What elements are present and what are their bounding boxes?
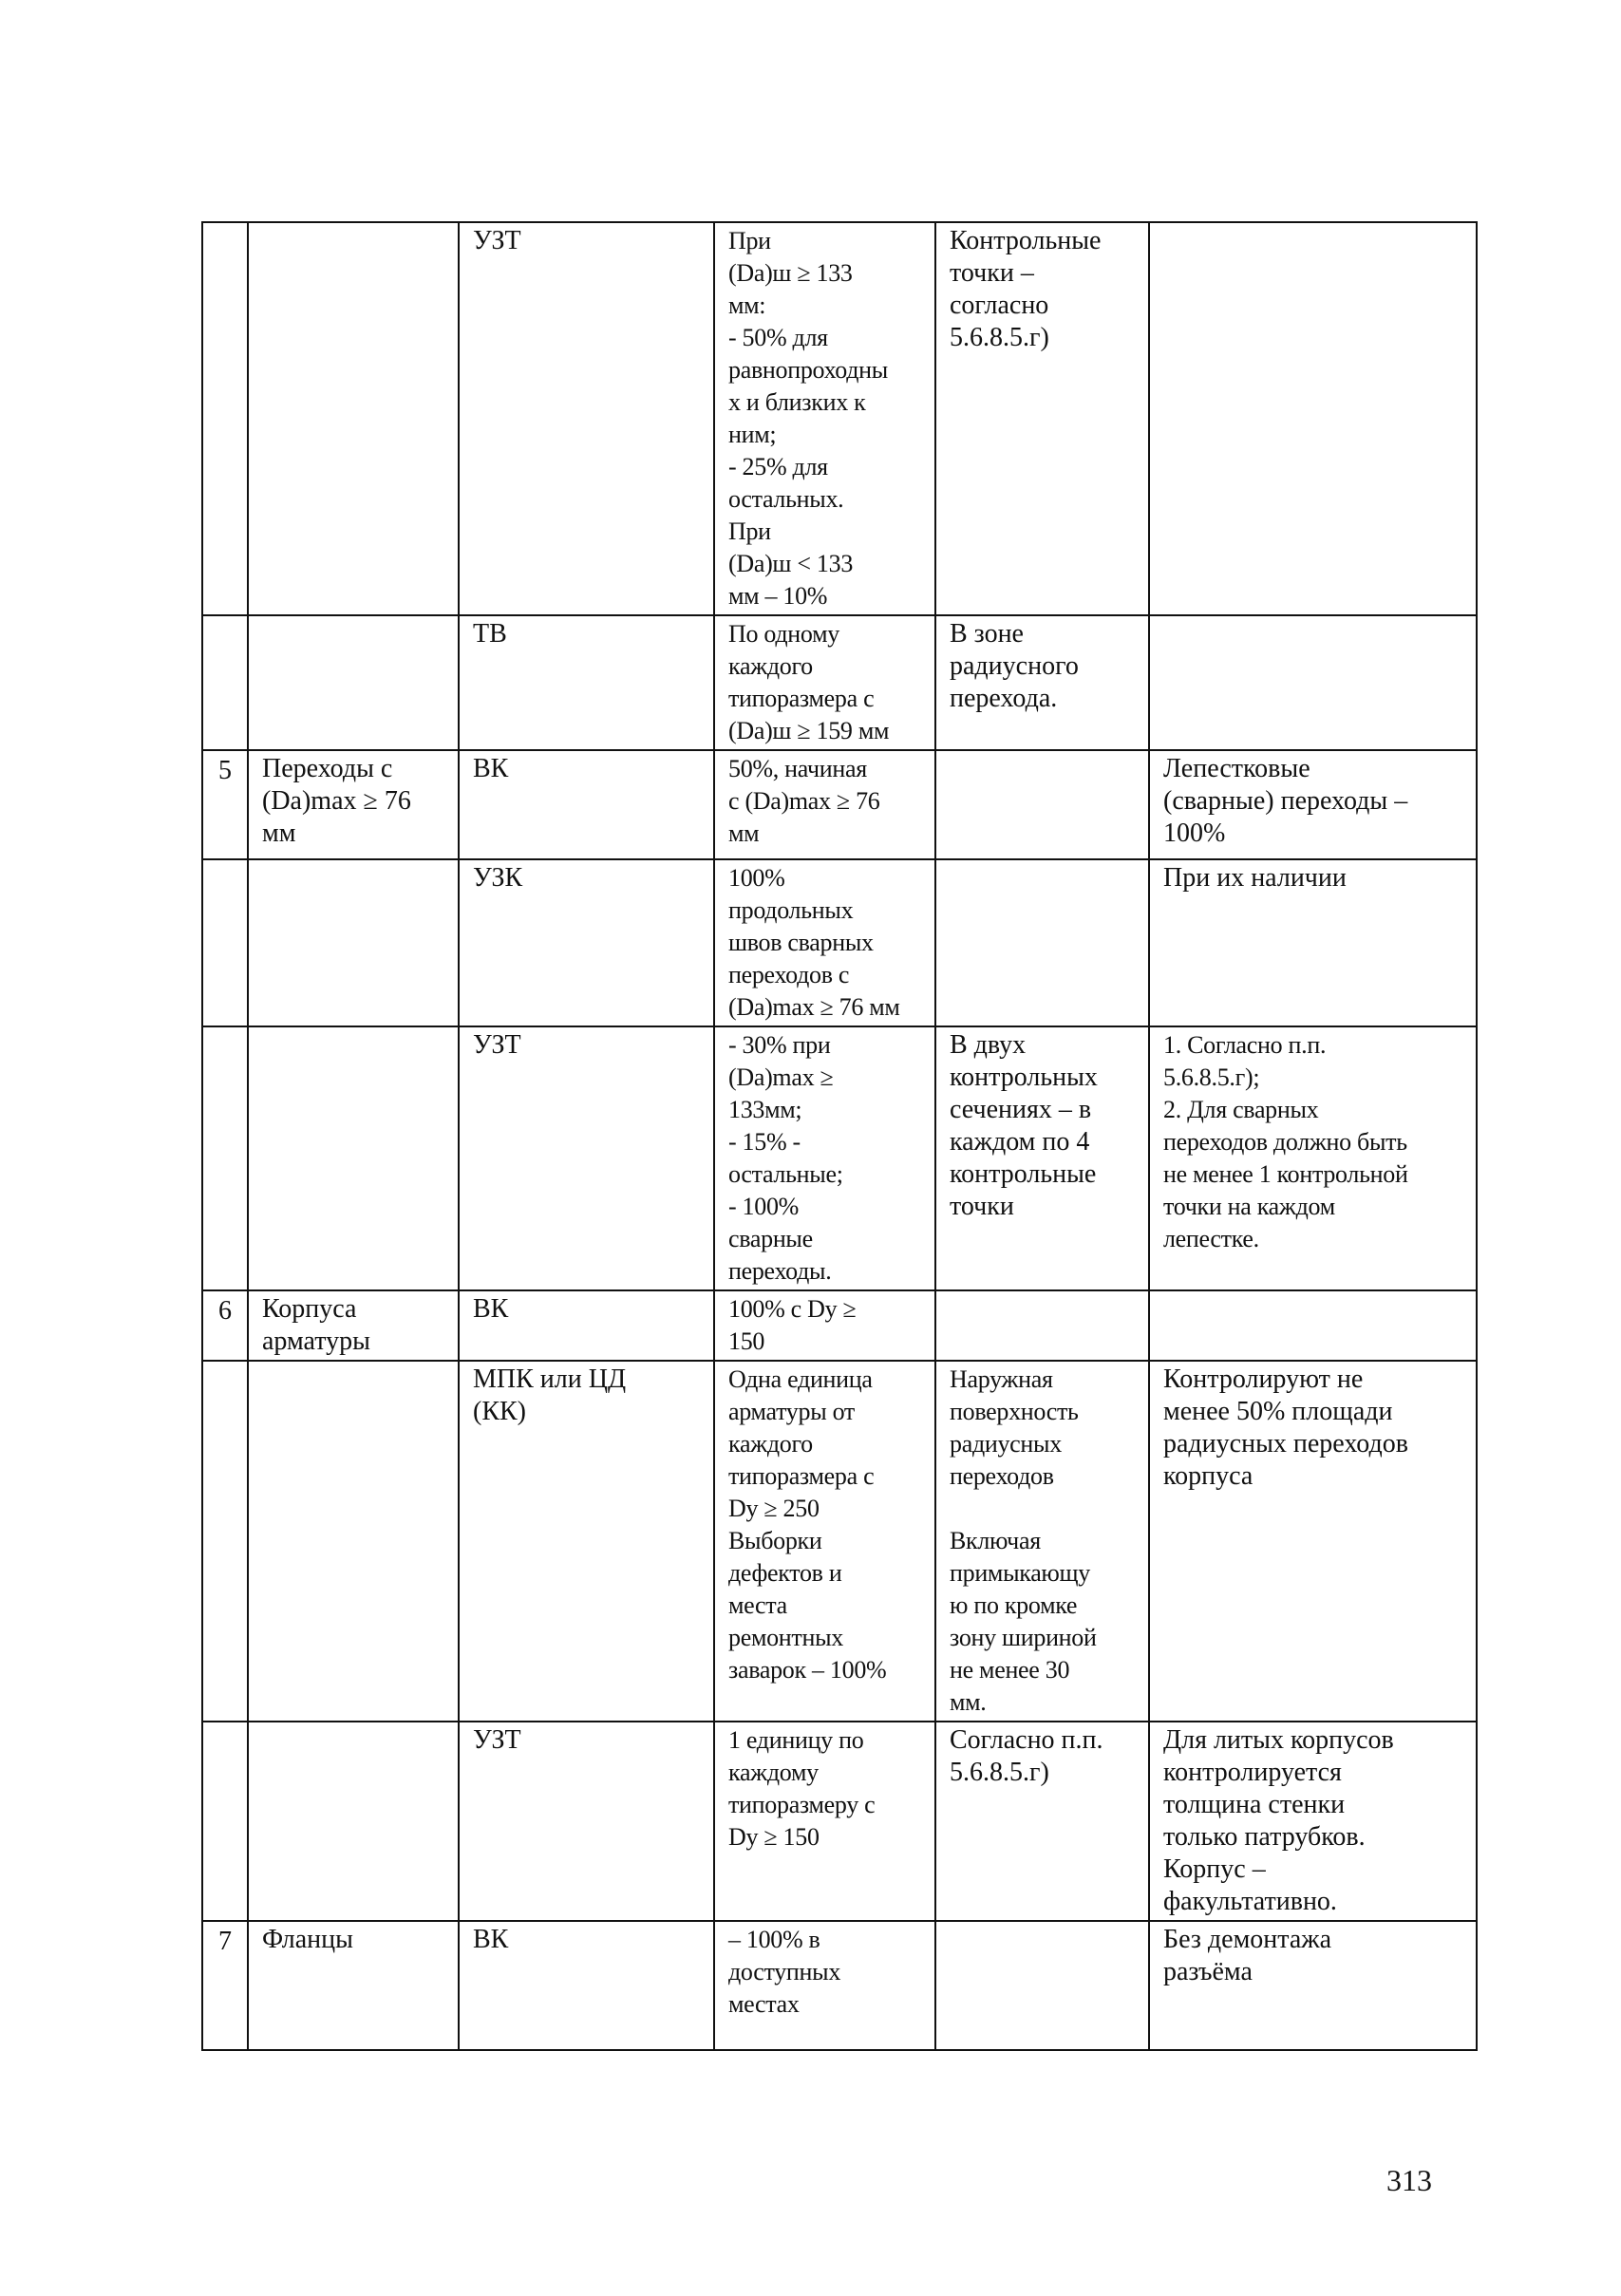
zones-cell: В двух контрольных сечениях – в каждом по 4 контрольные точки xyxy=(935,1026,1149,1290)
zones-cell: Наружная поверхность радиусных переходов Включая примыкающу ю по кромке зону шириной не менее 30 мм. xyxy=(935,1361,1149,1722)
zones-cell: Согласно п.п. 5.6.8.5.г) xyxy=(935,1722,1149,1921)
part-cell: Корпуса арматуры xyxy=(248,1290,459,1361)
zones-cell xyxy=(935,859,1149,1026)
scope-cell: 100% с Dу ≥ 150 xyxy=(714,1290,935,1361)
table-row xyxy=(202,1722,1477,1921)
scope-cell: Одна единица арматуры от каждого типоразмера с Dу ≥ 250 Выборки дефектов и места ремонтных заварок – 100% xyxy=(714,1361,935,1722)
scope-cell: - 30% при (Da)max ≥ 133мм; - 15% - остальные; - 100% сварные переходы. xyxy=(714,1026,935,1290)
note-cell: Для литых корпусов контролируется толщина стенки только патрубков. Корпус – факультативно. xyxy=(1149,1722,1477,1921)
page-number: 313 xyxy=(1386,2163,1432,2197)
method-cell: ВК xyxy=(459,1921,714,2050)
table-row xyxy=(202,859,1477,1026)
part-cell xyxy=(248,1361,459,1722)
inspection-table xyxy=(201,221,1478,2051)
zones-cell xyxy=(935,1290,1149,1361)
row-number-cell: 5 xyxy=(202,750,248,859)
method-cell: ВК xyxy=(459,1290,714,1361)
part-cell: Переходы с (Da)max ≥ 76 мм xyxy=(248,750,459,859)
table-row xyxy=(202,222,1477,615)
note-cell xyxy=(1149,1290,1477,1361)
row-number-cell xyxy=(202,615,248,750)
scope-cell: 50%, начиная с (Da)max ≥ 76 мм xyxy=(714,750,935,859)
part-cell xyxy=(248,222,459,615)
scope-cell: – 100% в доступных местах xyxy=(714,1921,935,2050)
method-cell: УЗК xyxy=(459,859,714,1026)
scope-cell: 100% продольных швов сварных переходов с (Da)max ≥ 76 мм xyxy=(714,859,935,1026)
note-cell: 1. Согласно п.п. 5.6.8.5.г); 2. Для сварных переходов должно быть не менее 1 контрольной точки на каждом лепестке. xyxy=(1149,1026,1477,1290)
note-cell xyxy=(1149,222,1477,615)
zones-cell xyxy=(935,750,1149,859)
table-row xyxy=(202,1290,1477,1361)
zones-cell: В зоне радиусного перехода. xyxy=(935,615,1149,750)
note-cell: При их наличии xyxy=(1149,859,1477,1026)
method-cell: МПК или ЦД (КК) xyxy=(459,1361,714,1722)
table-row xyxy=(202,615,1477,750)
zones-cell xyxy=(935,1921,1149,2050)
row-number-cell: 7 xyxy=(202,1921,248,2050)
part-cell xyxy=(248,1722,459,1921)
note-cell xyxy=(1149,615,1477,750)
row-number-cell xyxy=(202,1722,248,1921)
zones-cell: Контрольные точки – согласно 5.6.8.5.г) xyxy=(935,222,1149,615)
table-row xyxy=(202,1026,1477,1290)
part-cell xyxy=(248,1026,459,1290)
method-cell: УЗТ xyxy=(459,1026,714,1290)
method-cell: ВК xyxy=(459,750,714,859)
row-number-cell xyxy=(202,222,248,615)
row-number-cell xyxy=(202,859,248,1026)
method-cell: ТВ xyxy=(459,615,714,750)
row-number-cell: 6 xyxy=(202,1290,248,1361)
row-number-cell xyxy=(202,1361,248,1722)
note-cell: Без демонтажа разъёма xyxy=(1149,1921,1477,2050)
table-row xyxy=(202,1921,1477,2050)
table-row xyxy=(202,1361,1477,1722)
method-cell: УЗТ xyxy=(459,1722,714,1921)
row-number-cell xyxy=(202,1026,248,1290)
part-cell xyxy=(248,859,459,1026)
method-cell: УЗТ xyxy=(459,222,714,615)
part-cell xyxy=(248,615,459,750)
scope-cell: По одному каждого типоразмера с (Da)ш ≥ 159 мм xyxy=(714,615,935,750)
scope-cell: 1 единицу по каждому типоразмеру с Dу ≥ 150 xyxy=(714,1722,935,1921)
note-cell: Лепестковые (сварные) переходы – 100% xyxy=(1149,750,1477,859)
table-row xyxy=(202,750,1477,859)
part-cell: Фланцы xyxy=(248,1921,459,2050)
note-cell: Контролируют не менее 50% площади радиусных переходов корпуса xyxy=(1149,1361,1477,1722)
scope-cell: При (Da)ш ≥ 133 мм: - 50% для равнопроходны х и близких к ним; - 25% для остальных. При (Da)ш < 133 мм – 10% xyxy=(714,222,935,615)
